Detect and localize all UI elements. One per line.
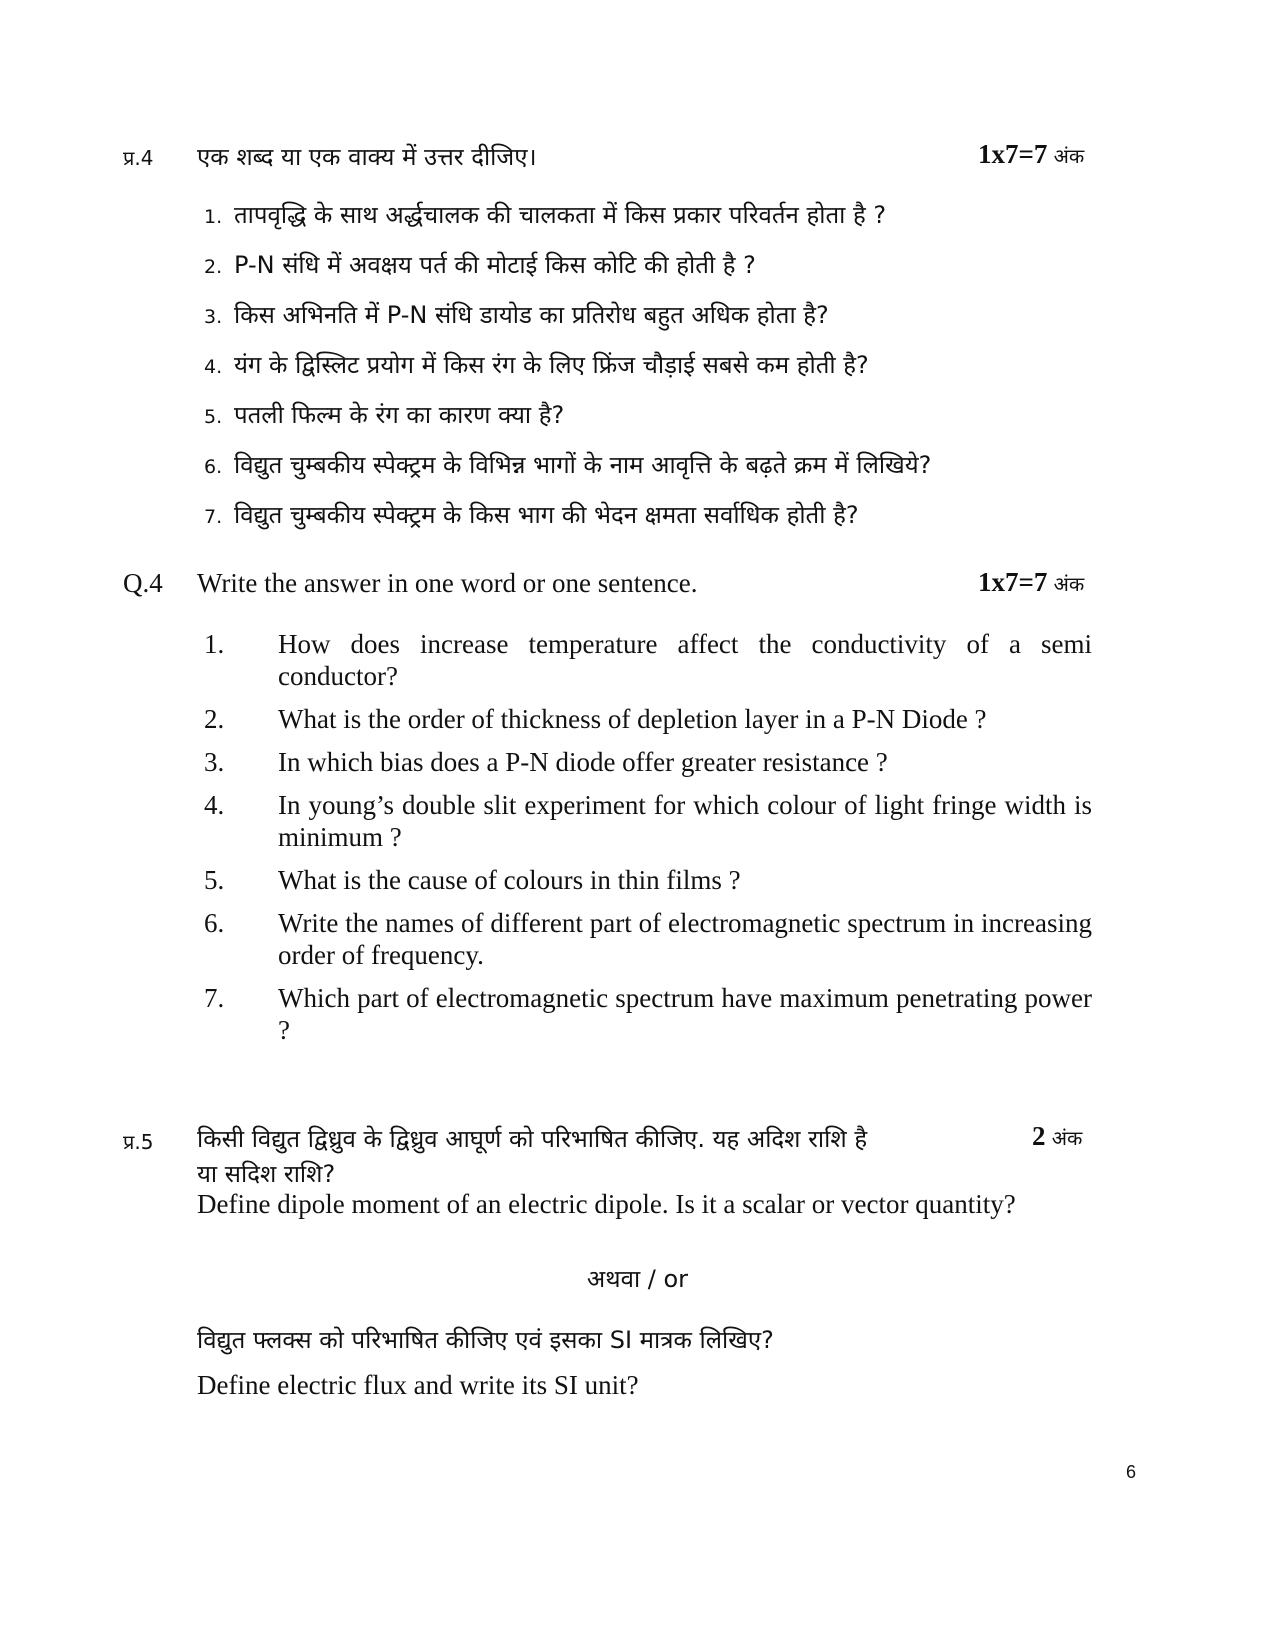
item-text: In young’s double slit experiment for which colour of light fringe width is minimum ? (278, 790, 1092, 852)
item-text: Write the names of different part of electromagnetic spectrum in increasing order of frequency. (278, 908, 1092, 970)
item-text: P-N संधि में अवक्षय पर्त की मोटाई किस कोटि की होती है ? (234, 251, 756, 279)
item-number: 3. (204, 306, 223, 328)
question-label-english: Q.4 (123, 568, 163, 598)
q5-alt-hindi: विद्युत फ्लक्स को परिभाषित कीजिए एवं इसका SI मात्रक लिखिए? (197, 1326, 774, 1354)
item-text: पतली फिल्म के रंग का कारण क्या है? (234, 401, 565, 429)
list-item (204, 398, 1104, 448)
list-item (204, 864, 1092, 896)
item-text: यंग के द्विस्लिट प्रयोग में किस रंग के लिए फ्रिंज चौड़ाई सबसे कम होती है? (234, 351, 869, 379)
list-item (204, 498, 1104, 548)
item-text: In which bias does a P-N diode offer greater resistance ? (278, 747, 888, 777)
list-item (204, 348, 1104, 398)
marks-unit: अंक (1053, 144, 1085, 168)
list-item (204, 448, 1104, 498)
item-text: How does increase temperature affect the conductivity of a semi conductor? (278, 629, 1092, 691)
item-number: 3. (204, 747, 225, 777)
item-text: What is the order of thickness of depletion layer in a P-N Diode ? (278, 704, 987, 734)
item-text: Which part of electromagnetic spectrum have maximum penetrating power ? (278, 983, 1092, 1045)
marks-value: 2 (1032, 1121, 1046, 1151)
item-number: 7. (204, 506, 223, 528)
item-text: विद्युत चुम्बकीय स्पेक्ट्रम के विभिन्न भागों के नाम आवृत्ति के बढ़ते क्रम में लिखिये? (234, 451, 932, 479)
item-number: 2. (204, 704, 225, 734)
or-separator: अथवा / or (586, 1265, 689, 1293)
item-number: 5. (204, 865, 225, 895)
item-number: 4. (204, 790, 225, 820)
marks-q4-hindi (978, 139, 1084, 170)
item-text: विद्युत चुम्बकीय स्पेक्ट्रम के किस भाग की भेदन क्षमता सर्वाधिक होती है? (234, 501, 859, 529)
marks-q4-english (978, 567, 1084, 598)
page-number: 6 (1126, 1462, 1137, 1482)
item-number: 7. (204, 983, 225, 1013)
item-text: What is the cause of colours in thin films ? (278, 865, 741, 895)
list-item (204, 907, 1092, 971)
q5-english: Define dipole moment of an electric dipole. Is it a scalar or vector quantity? (197, 1189, 1016, 1219)
item-number: 6. (204, 456, 223, 478)
question-label-hindi: प्र.4 (123, 146, 154, 170)
marks-value: 1x7=7 (978, 139, 1048, 169)
item-number: 2. (204, 256, 223, 278)
list-item (204, 628, 1092, 692)
item-number: 1. (204, 629, 225, 659)
item-number: 5. (204, 406, 223, 428)
item-number: 4. (204, 356, 223, 378)
marks-unit: अंक (1051, 1126, 1083, 1150)
list-item (204, 198, 1104, 248)
marks-unit: अंक (1053, 572, 1085, 596)
list-item (204, 248, 1104, 298)
question-title-hindi: एक शब्द या एक वाक्य में उत्तर दीजिए। (197, 143, 537, 171)
marks-q5 (1032, 1121, 1082, 1152)
list-item (204, 982, 1092, 1046)
item-text: तापवृद्धि के साथ अर्द्धचालक की चालकता में किस प्रकार परिवर्तन होता है ? (234, 201, 887, 229)
item-text: किस अभिनति में P-N संधि डायोड का प्रतिरोध बहुत अधिक होता है? (234, 301, 829, 329)
q5-hindi-line1: किसी विद्युत द्विध्रुव के द्विध्रुव आघूर्ण को परिभाषित कीजिए. यह अदिश राशि है (197, 1125, 868, 1153)
q5-hindi-line2: या सदिश राशि? (197, 1160, 336, 1188)
list-item (204, 703, 1092, 735)
item-number: 6. (204, 908, 225, 938)
marks-value: 1x7=7 (978, 567, 1048, 597)
q5-alt-english: Define electric flux and write its SI unit? (197, 1370, 639, 1400)
list-item (204, 746, 1092, 778)
list-item (204, 298, 1104, 348)
question-title-english: Write the answer in one word or one sentence. (197, 568, 698, 598)
english-question-list (204, 628, 1092, 1057)
item-number: 1. (204, 206, 223, 228)
hindi-question-list (204, 198, 1104, 548)
list-item (204, 789, 1092, 853)
question-label-q5: प्र.5 (123, 1130, 154, 1154)
